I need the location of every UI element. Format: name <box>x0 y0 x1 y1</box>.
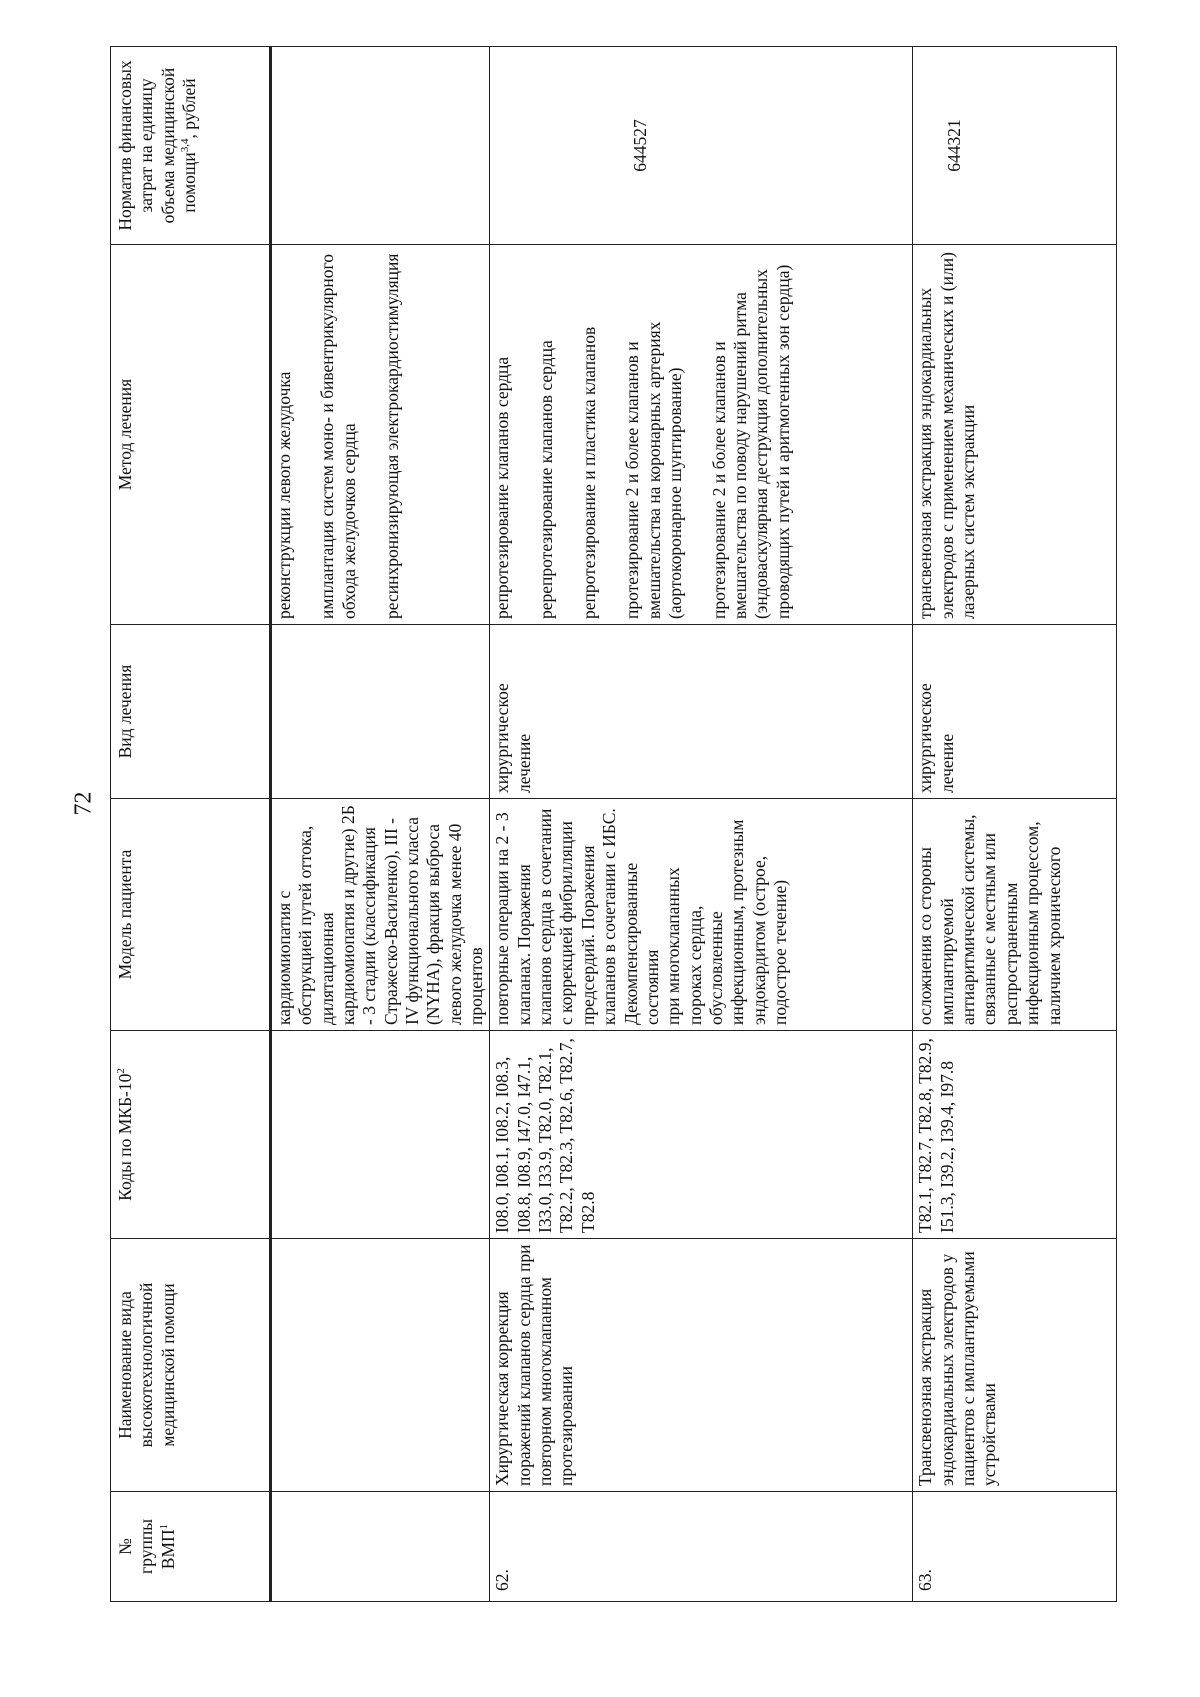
table-row <box>490 47 913 1602</box>
cell-num <box>271 1492 490 1602</box>
header-row <box>111 47 271 1602</box>
rotated-table-container <box>110 47 1100 1602</box>
cell-num: 62. <box>490 1492 913 1602</box>
cell-type <box>271 625 490 799</box>
cell-codes: I08.0, I08.1, I08.2, I08.3, I08.8, I08.9, I47.0, I47.1, I33.0, I33.9, T82.0, T82.1, T82.2, T82.3, T82.6, T82.7, T82.8 <box>490 1031 913 1239</box>
cell-norm: 644527 <box>490 47 913 245</box>
header-model: Модель пациента <box>111 799 271 1031</box>
cell-method: репротезирование клапанов сердца ререпротезирование клапанов сердца репротезирование и пластика клапанов протезирование 2 и более клапанов и вмешательства на коронарных артериях (аортокоронарное шунтирование) протезирование 2 и более клапанов и вмешательства по поводу нарушений ритма (эндоваскулярная деструкция дополнительных проводящих путей и аритмогенных зон сердца) <box>490 245 913 625</box>
cell-codes: T82.1, T82.7, T82.8, T82.9, I51.3, I39.2, I39.4, I97.8 <box>913 1031 1117 1239</box>
vmp-table <box>110 46 1117 1602</box>
cell-type: хирургическое лечение <box>490 625 913 799</box>
header-type: Вид лечения <box>111 625 271 799</box>
cell-name: Трансвенозная экстракция эндокардиальных электродов у пациентов с имплантируемыми устройствами <box>913 1239 1117 1492</box>
header-num: № группы ВМП$^1$ <box>111 1492 271 1602</box>
cell-method: трансвенозная экстракция эндокардиальных электродов с применением механических и (или) лазерных систем экстракции <box>913 245 1117 625</box>
cell-model: кардиомиопатия с обструкцией путей оттока, дилятационная кардиомиопатия и другие) 2Б - 3 стадии (классификация Стражеско-Василенко), III - IV функционального класса (NYHA), фракция выброса левого желудочка менее 40 процентов <box>271 799 490 1031</box>
cell-norm <box>271 47 490 245</box>
header-name: Наименование вида высокотехнологичной медицинской помощи <box>111 1239 271 1492</box>
header-codes: Коды по МКБ-$10^2$ <box>111 1031 271 1239</box>
table-row <box>913 47 1117 1602</box>
header-method: Метод лечения <box>111 245 271 625</box>
cell-num: 63. <box>913 1492 1117 1602</box>
header-norm: Норматив финансовых затрат на единицу объема медицинской помощи$^{3,4}$, рублей <box>111 47 271 245</box>
page-number: 72 <box>70 791 97 816</box>
cell-method: реконструкции левого желудочка имплантация систем моно- и бивентрикулярного обхода желудочков сердца ресинхронизирующая электрокардиостимуляция <box>271 245 490 625</box>
cell-model: осложнения со стороны имплантируемой антиаритмической системы, связанные с местным или распространенным инфекционным процессом, наличием хронического <box>913 799 1117 1031</box>
cell-codes <box>271 1031 490 1239</box>
cell-name <box>271 1239 490 1492</box>
table-row <box>271 47 490 1602</box>
cell-name: Хирургическая коррекция поражений клапанов сердца при повторном многоклапанном протезировании <box>490 1239 913 1492</box>
cell-type: хирургическое лечение <box>913 625 1117 799</box>
cell-norm: 644321 <box>913 47 1117 245</box>
cell-model: повторные операции на 2 - 3 клапанах. Поражения клапанов сердца в сочетании с коррекцией фибрилляции предсердий. Поражения клапанов в сочетании с ИБС. Декомпенсированные состояния при многоклапанных пороках сердца, обусловленные инфекционным, протезным эндокардитом (острое, подострое течение) <box>490 799 913 1031</box>
